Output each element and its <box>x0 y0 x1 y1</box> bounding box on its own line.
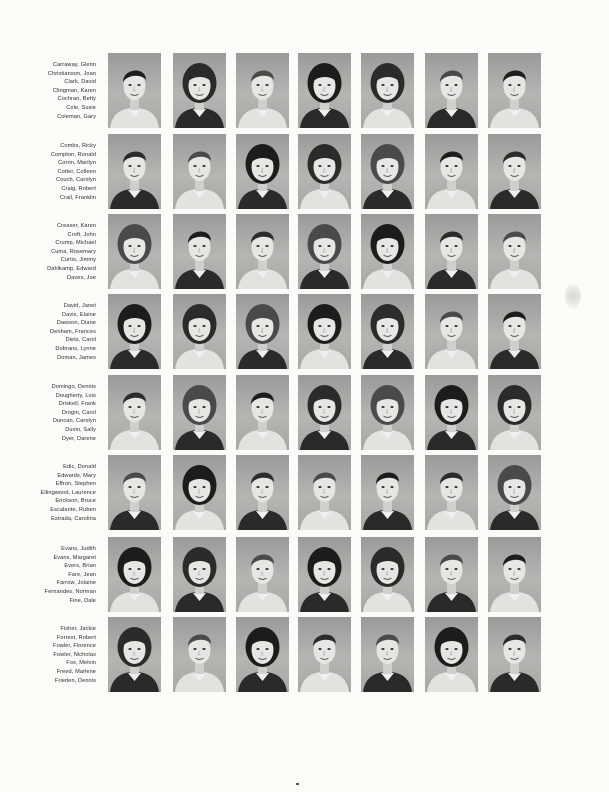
student-portrait <box>298 134 351 209</box>
student-portrait <box>488 617 541 692</box>
student-name: Creaser, Karen <box>56 223 96 229</box>
student-portrait <box>361 134 414 209</box>
student-portrait <box>236 214 289 289</box>
student-row <box>0 537 609 613</box>
student-portrait <box>236 455 289 530</box>
student-portrait <box>298 537 351 612</box>
student-portrait <box>298 294 351 369</box>
student-portrait <box>236 294 289 369</box>
student-name: Daves, Joe <box>67 274 96 281</box>
student-portrait <box>298 375 351 450</box>
student-name: Fowler, Florence <box>53 643 96 650</box>
student-name: Drogin, Carol <box>61 409 96 416</box>
student-row <box>0 53 609 129</box>
name-list <box>6 302 96 362</box>
student-portrait <box>425 617 478 692</box>
student-name: Evans, Margaret <box>53 554 96 561</box>
student-portrait <box>298 617 351 692</box>
student-name: Dahlkamp, Edward <box>47 265 96 272</box>
student-name: Driskell, Frank <box>58 401 96 408</box>
student-name: Crail, Franklin <box>59 194 96 201</box>
student-portrait <box>108 617 161 692</box>
student-name: Fisher, Jackie <box>60 626 96 632</box>
student-name: Edwards, Mary <box>57 472 96 479</box>
student-portrait <box>488 375 541 450</box>
student-name: Forrest, Robert <box>56 634 96 641</box>
student-portrait <box>173 455 226 530</box>
student-portrait <box>108 455 161 530</box>
student-name: Fare, Jean <box>68 571 96 578</box>
student-name: Craig, Robert <box>61 185 96 192</box>
student-name: Couch, Carolyn <box>56 177 96 184</box>
student-portrait <box>173 53 226 128</box>
student-portrait <box>108 134 161 209</box>
student-name: Effron, Stephen <box>55 481 96 488</box>
student-name: Evers, Brian <box>64 563 96 570</box>
student-portrait <box>173 294 226 369</box>
student-name: Dietz, Carol <box>65 337 96 344</box>
student-portrait <box>361 294 414 369</box>
student-portrait <box>108 214 161 289</box>
student-name: Dougherty, Lois <box>55 392 96 399</box>
page-mark <box>296 783 299 785</box>
student-name: David, Janet <box>63 303 96 309</box>
paper-smudge <box>565 283 581 309</box>
student-name: Compton, Ronald <box>50 151 96 158</box>
student-name: Escalante, Ruben <box>50 506 96 513</box>
student-name: Clark, David <box>64 79 96 86</box>
student-name: Duncan, Carolyn <box>52 418 96 425</box>
student-name: Combs, Ricky <box>60 143 96 149</box>
student-row <box>0 455 609 531</box>
student-portrait <box>425 455 478 530</box>
student-portrait <box>425 134 478 209</box>
student-name: Croft, John <box>67 231 96 238</box>
student-portrait <box>361 53 414 128</box>
name-list <box>6 61 96 121</box>
student-portrait <box>488 294 541 369</box>
name-list <box>6 545 96 605</box>
student-portrait <box>236 134 289 209</box>
student-name: Carraway, Glenn <box>52 62 96 68</box>
student-name: Edic, Donald <box>63 464 96 470</box>
student-name: Doman, James <box>57 354 96 361</box>
student-name: Curtis, Jimmy <box>60 257 96 264</box>
student-row <box>0 134 609 210</box>
student-portrait <box>425 537 478 612</box>
student-name: Coleman, Gary <box>57 113 96 120</box>
student-portrait <box>361 375 414 450</box>
name-list <box>6 222 96 282</box>
student-portrait <box>108 375 161 450</box>
student-portrait <box>361 617 414 692</box>
student-portrait <box>488 53 541 128</box>
student-name: Dobrans, Lynne <box>55 345 96 352</box>
student-name: Dyer, Darene <box>61 435 96 442</box>
student-name: Ellingwood, Laurence <box>40 489 96 496</box>
student-name: Cotter, Colleen <box>57 168 96 175</box>
student-portrait <box>108 537 161 612</box>
student-name: Cochran, Betty <box>57 96 96 103</box>
student-portrait <box>298 53 351 128</box>
student-name: Crump, Michael <box>55 240 96 247</box>
student-portrait <box>425 214 478 289</box>
student-portrait <box>173 134 226 209</box>
student-name: Domingo, Dennis <box>51 384 96 390</box>
student-name: Clingman, Karen <box>52 87 96 94</box>
student-name: Cole, Susie <box>66 104 96 111</box>
student-name: Denham, Frances <box>50 328 96 335</box>
student-name: Fox, Melvin <box>66 660 96 667</box>
student-name: Corrin, Marilyn <box>58 160 96 167</box>
student-row <box>0 617 609 693</box>
student-portrait <box>298 455 351 530</box>
student-portrait <box>173 375 226 450</box>
name-list <box>6 463 96 523</box>
student-row <box>0 375 609 451</box>
student-name: Dawson, Diane <box>56 320 96 327</box>
student-name: Fine, Dale <box>69 597 96 604</box>
student-portrait <box>425 53 478 128</box>
student-name: Farrow, Jolaine <box>56 580 96 587</box>
student-portrait <box>173 537 226 612</box>
student-name: Cuma, Rosemary <box>51 248 96 255</box>
student-row <box>0 294 609 370</box>
student-portrait <box>488 214 541 289</box>
student-name: Christianson, Joan <box>47 70 96 77</box>
student-portrait <box>488 455 541 530</box>
student-portrait <box>488 537 541 612</box>
student-portrait <box>236 537 289 612</box>
student-portrait <box>173 214 226 289</box>
student-portrait <box>236 617 289 692</box>
student-portrait <box>361 455 414 530</box>
student-portrait <box>236 53 289 128</box>
student-name: Erickson, Bruce <box>55 498 96 505</box>
student-row <box>0 214 609 290</box>
name-list <box>6 142 96 202</box>
student-portrait <box>361 537 414 612</box>
name-list <box>6 383 96 443</box>
student-portrait <box>236 375 289 450</box>
student-name: Duvin, Sally <box>65 426 96 433</box>
student-name: Fowler, Nicholas <box>53 651 96 658</box>
name-list <box>6 625 96 685</box>
student-name: Evans, Judith <box>61 546 96 552</box>
student-portrait <box>108 294 161 369</box>
student-name: Davis, Elaine <box>62 311 96 318</box>
student-portrait <box>488 134 541 209</box>
student-name: Freed, Marlene <box>56 668 96 675</box>
student-portrait <box>298 214 351 289</box>
student-portrait <box>173 617 226 692</box>
student-portrait <box>361 214 414 289</box>
student-name: Frieden, Dennis <box>55 677 96 684</box>
student-name: Estrada, Carolina <box>51 515 96 522</box>
student-portrait <box>425 375 478 450</box>
student-portrait <box>108 53 161 128</box>
student-portrait <box>425 294 478 369</box>
student-name: Fernandes, Norman <box>44 588 96 595</box>
